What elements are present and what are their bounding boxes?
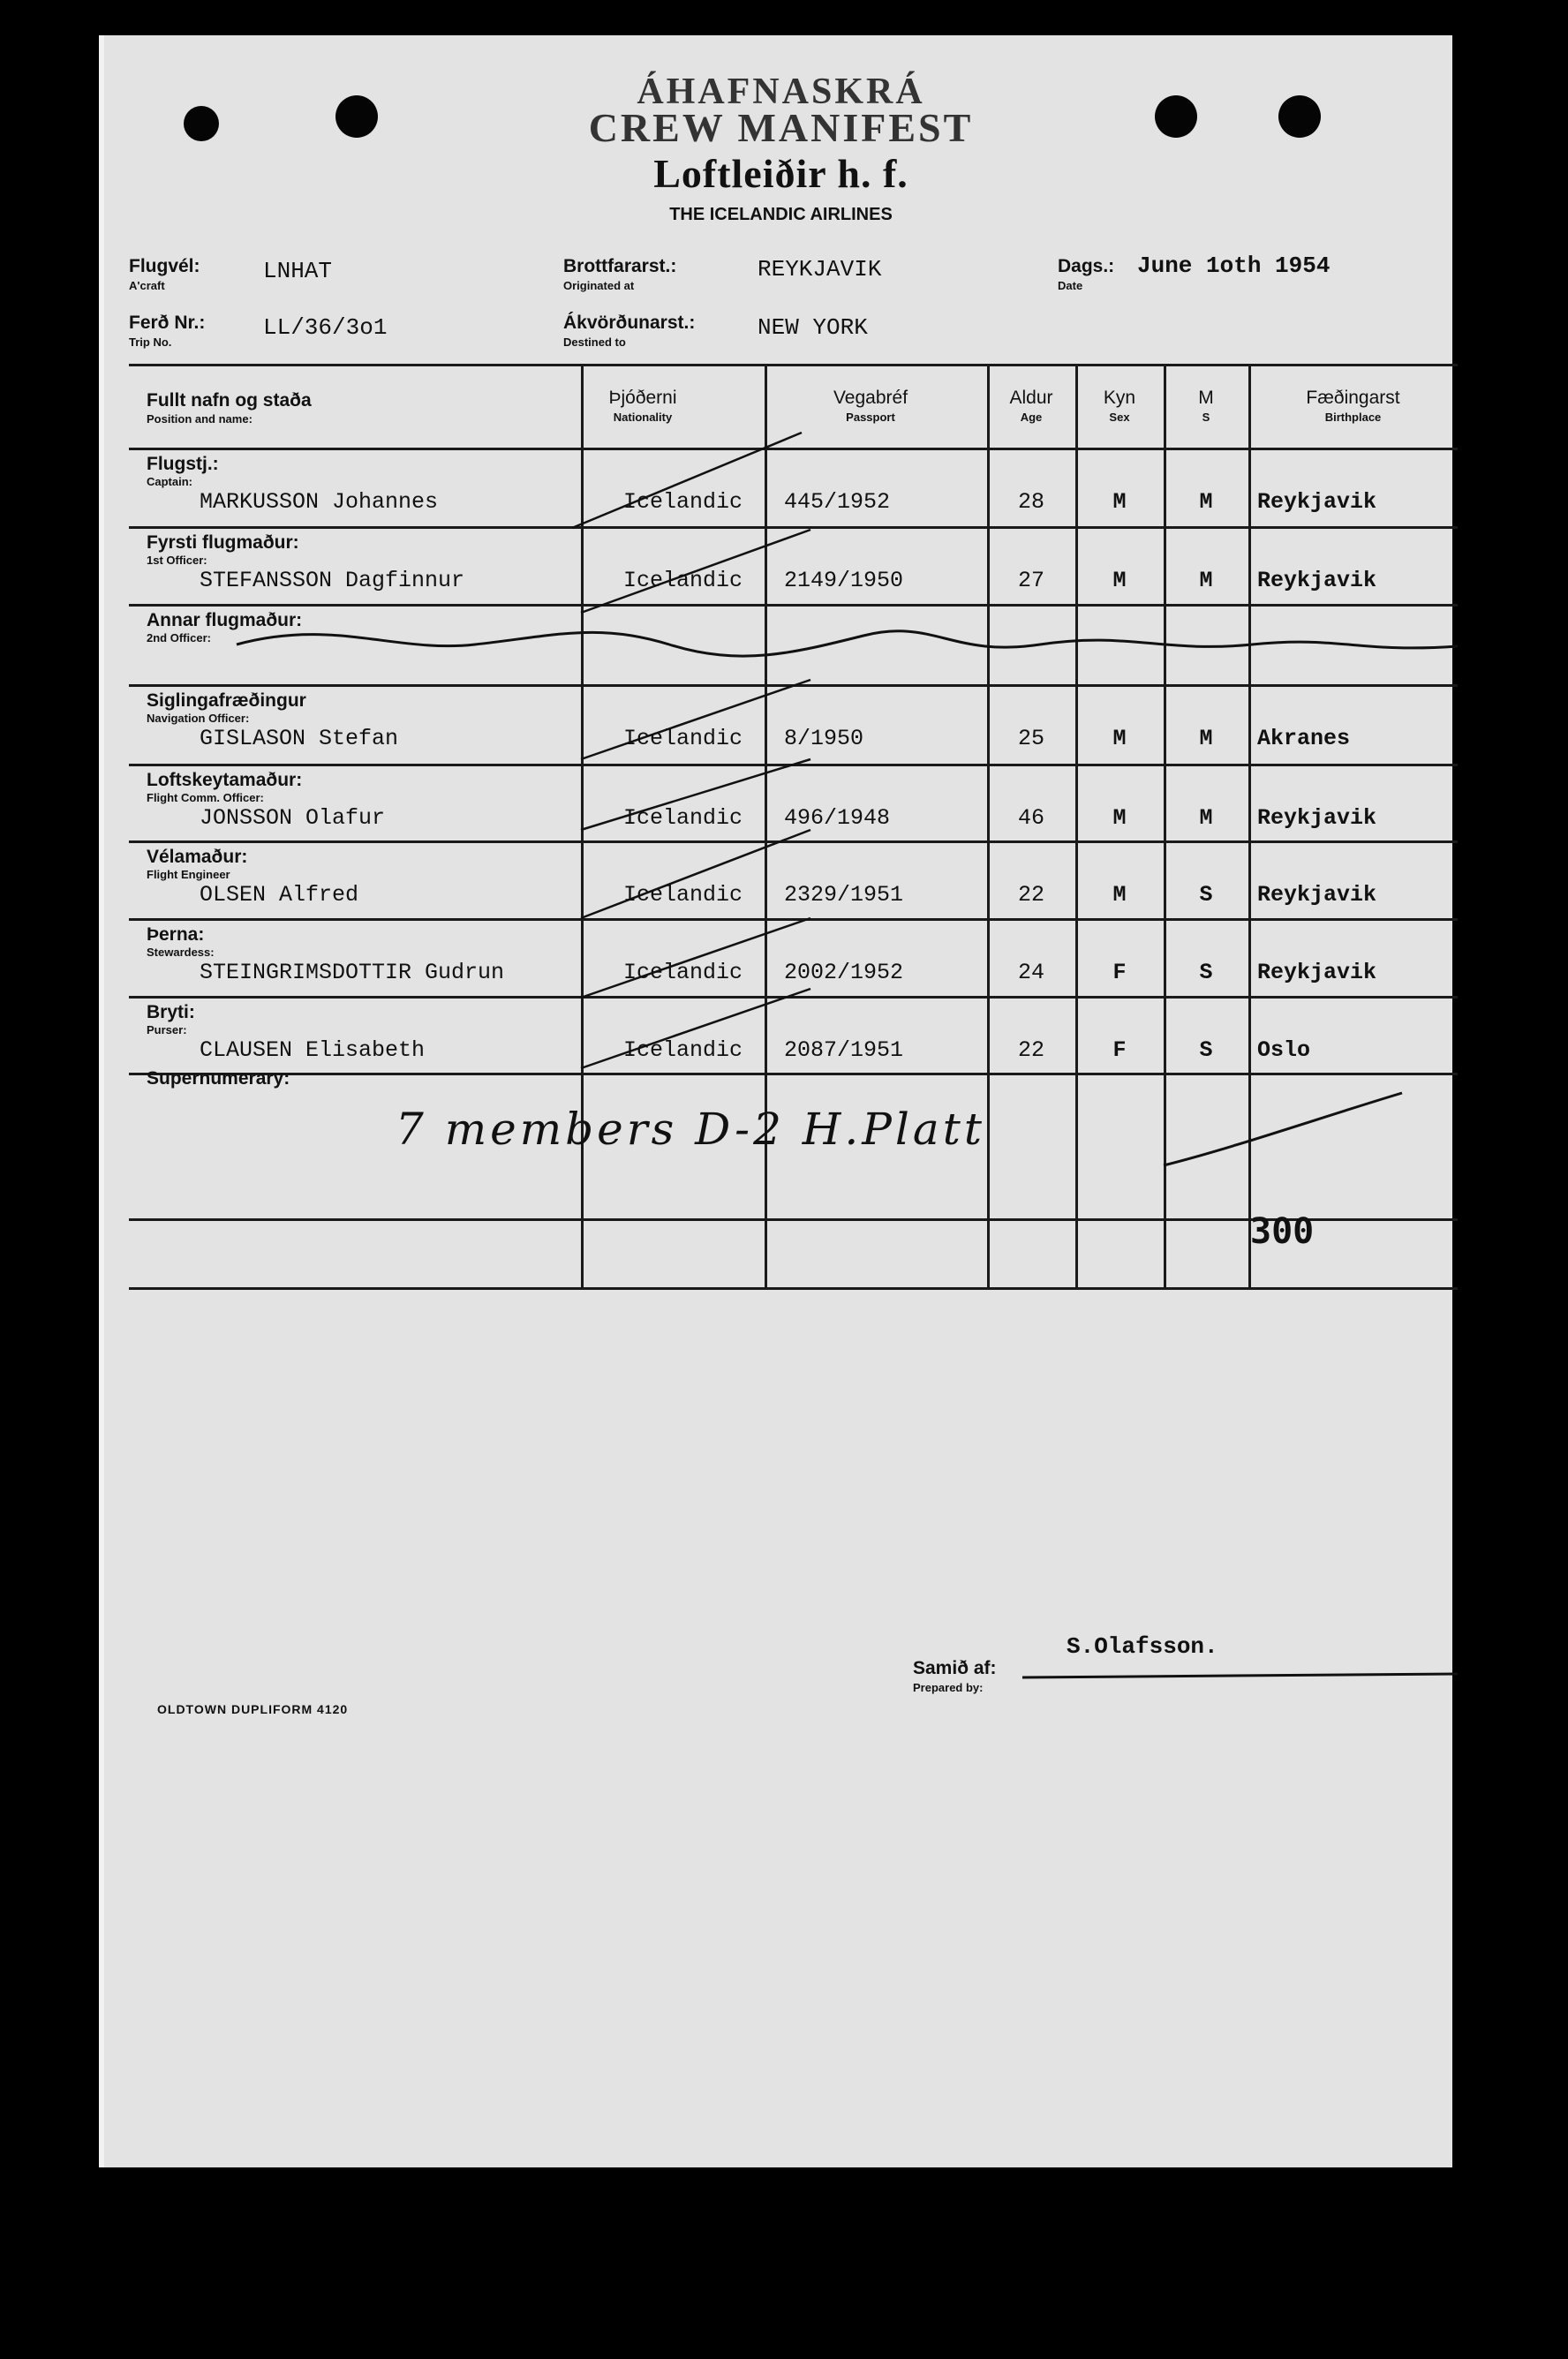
crew-role-en: Stewardess: [147,946,215,959]
destination-label-en: Destined to [563,335,626,349]
col-header-marital-en: S [1202,411,1210,424]
crew-birthplace: Reykjavik [1257,805,1377,831]
crew-nationality: Icelandic [623,960,743,985]
crew-name: GISLASON Stefan [200,726,399,751]
date-value: June 1oth 1954 [1137,252,1331,279]
company-en: THE ICELANDIC AIRLINES [669,205,893,224]
ditto-stroke-5 [581,830,810,918]
crew-sex: M [1112,805,1127,831]
crew-sex: M [1112,568,1127,593]
crew-role-en: 2nd Officer: [147,631,211,644]
prepared-label-en: Prepared by: [913,1681,984,1694]
crew-nationality: Icelandic [623,568,743,593]
origin-value: REYKJAVIK [758,256,882,283]
crew-nationality: Icelandic [623,882,743,908]
col-header-marital-is: M [1198,388,1214,408]
crew-marital: M [1199,568,1213,593]
crew-role: Vélamaður: [147,847,248,867]
crew-role-en: Flight Comm. Officer: [147,791,264,804]
crew-nationality: Icelandic [623,805,743,831]
crew-passport: 8/1950 [784,726,864,751]
crew-marital: S [1199,882,1213,908]
crew-role: Fyrsti flugmaður: [147,532,299,553]
form-code: OLDTOWN DUPLIFORM 4120 [157,1702,349,1716]
crew-birthplace: Oslo [1257,1037,1311,1063]
crew-sex: M [1112,882,1127,908]
aircraft-label-en: A'craft [129,279,165,292]
col-header-nationality-is: Þjóðerni [608,388,677,408]
supernumerary-handwriting: 7 members D-2 H.Platt [396,1104,985,1155]
aircraft-label: Flugvél: [129,256,200,276]
trip-label-en: Trip No. [129,335,172,349]
crew-age: 28 [1017,489,1044,515]
crew-sex: M [1112,726,1127,751]
col-header-name-is: Fullt nafn og staða [147,390,312,411]
crew-name: CLAUSEN Elisabeth [200,1037,426,1063]
crew-age: 24 [1017,960,1044,985]
crew-marital: M [1199,805,1213,831]
trip-value: LL/36/3o1 [263,314,388,341]
prepared-label: Samið af: [913,1658,997,1678]
supernumerary-label: Supernumerary: [147,1068,290,1089]
crew-birthplace: Reykjavik [1257,882,1377,908]
ditto-stroke-4 [581,759,810,830]
crew-age: 22 [1017,882,1044,908]
crew-name: STEINGRIMSDOTTIR Gudrun [200,960,505,985]
prepared-by-underline [1022,1674,1458,1677]
crew-role: Flugstj.: [147,454,219,474]
crew-marital: M [1199,726,1213,751]
crew-passport: 2149/1950 [784,568,904,593]
col-header-sex-is: Kyn [1103,388,1136,408]
signature-flourish [1164,1093,1402,1165]
crew-role: Þerna: [147,924,205,945]
destination-value: NEW YORK [758,314,868,341]
crew-role-en: Navigation Officer: [147,712,250,725]
prepared-name: S.Olafsson. [1067,1633,1218,1660]
crew-role-en: Captain: [147,475,192,488]
handwriting-overlay [104,35,1458,1360]
crew-sex: M [1112,489,1127,515]
crew-birthplace: Reykjavik [1257,568,1377,593]
title-en: CREW MANIFEST [588,105,974,150]
crew-passport: 2329/1951 [784,882,904,908]
col-header-birthplace-en: Birthplace [1324,411,1382,424]
crew-birthplace: Akranes [1257,726,1351,751]
crew-role: Siglingafræðingur [147,690,306,711]
strike-2nd-officer [237,631,1458,656]
crew-name: JONSSON Olafur [200,805,386,831]
crew-role-en: 1st Officer: [147,554,207,567]
crew-age: 46 [1017,805,1044,831]
crew-birthplace: Reykjavik [1257,960,1377,985]
company-name: Loftleiðir h. f. [653,151,908,196]
origin-label: Brottfararst.: [563,256,677,276]
crew-sex: F [1112,960,1127,985]
col-header-nationality-en: Nationality [613,411,673,424]
crew-marital: S [1199,960,1213,985]
crew-name: OLSEN Alfred [200,882,359,908]
crew-passport: 2087/1951 [784,1037,904,1063]
col-header-passport-en: Passport [846,411,895,424]
crew-marital: M [1199,489,1213,515]
date-label: Dags.: [1058,256,1115,276]
origin-label-en: Originated at [563,279,635,292]
crew-role: Annar flugmaður: [147,610,303,630]
manifest-page [99,35,1452,2167]
crew-nationality: Icelandic [623,1037,743,1063]
crew-role-en: Flight Engineer [147,868,230,881]
ditto-stroke-6 [581,918,810,998]
crew-birthplace: Reykjavik [1257,489,1377,515]
col-header-passport-is: Vegabréf [833,388,908,408]
stamp-number: 300 [1250,1211,1315,1252]
ditto-stroke-7 [581,989,810,1068]
crew-role: Loftskeytamaður: [147,770,303,790]
crew-age: 22 [1017,1037,1044,1063]
crew-role-en: Purser: [147,1023,187,1036]
col-header-name-en: Position and name: [147,412,253,426]
crew-passport: 2002/1952 [784,960,904,985]
crew-role: Bryti: [147,1002,195,1022]
crew-nationality: Icelandic [623,726,743,751]
crew-marital: S [1199,1037,1213,1063]
ditto-stroke-2 [581,530,810,613]
crew-passport: 445/1952 [784,489,891,515]
ditto-stroke-1 [572,433,802,528]
trip-label: Ferð Nr.: [129,313,206,333]
destination-label: Ákvörðunarst.: [563,313,696,333]
col-header-age-is: Aldur [1009,388,1053,408]
col-header-age-en: Age [1020,411,1043,424]
ditto-stroke-3 [581,680,810,759]
crew-name: STEFANSSON Dagfinnur [200,568,465,593]
crew-nationality: Icelandic [623,489,743,515]
crew-passport: 496/1948 [784,805,891,831]
date-label-en: Date [1058,279,1083,292]
title-is: ÁHAFNASKRÁ [637,72,925,112]
crew-name: MARKUSSON Johannes [200,489,439,515]
crew-sex: F [1112,1037,1127,1063]
crew-age: 25 [1017,726,1044,751]
crew-age: 27 [1017,568,1044,593]
aircraft-value: LNHAT [263,258,333,284]
col-header-sex-en: Sex [1109,411,1130,424]
col-header-birthplace-is: Fæðingarst [1306,388,1400,408]
